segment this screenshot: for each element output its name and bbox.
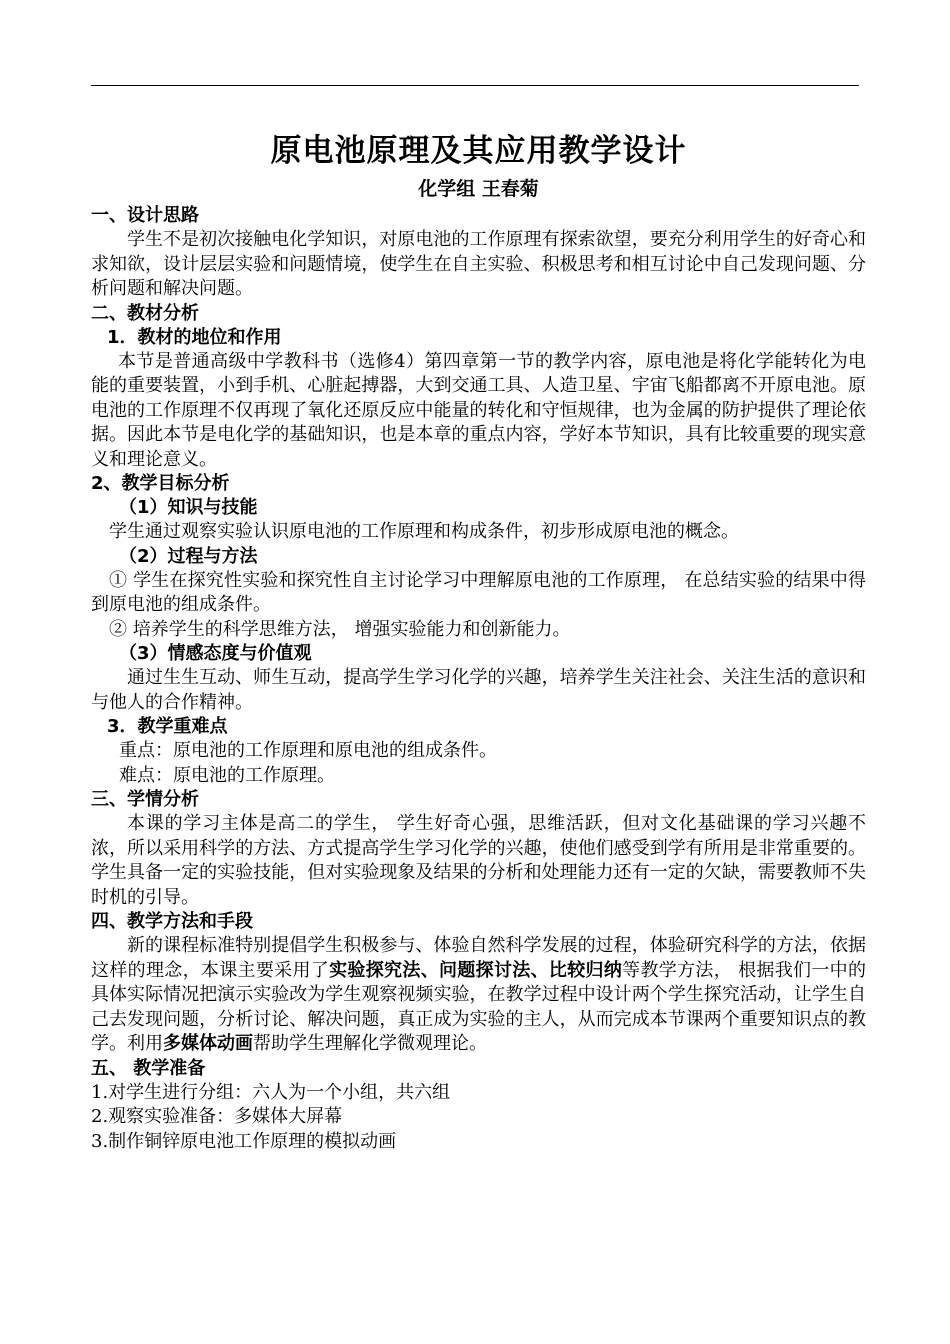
methods-bold-multimedia: 多媒体动画 [163, 1033, 253, 1054]
methods-text-part-2: 等教学方法， 根据我们一中的具体实际情况把演示实验改为学生观察视频实验，在教学过程中设计两个学生探究活动，让学生自己去发现问题，分析讨论、解决问题，真正成为实验的主人，从而完成本节课两个重要知识点的教学。利用 [91, 959, 866, 1054]
author-line: 化学组 王春菊 [418, 178, 539, 200]
section-learner-heading: 三、学情分析 [91, 789, 199, 810]
section-prep-heading: 五、 教学准备 [91, 1057, 206, 1079]
subsection-role-heading: 1．教材的地位和作用 [107, 326, 282, 348]
goal-knowledge-heading: （1）知识与技能 [119, 497, 258, 518]
header-rule [91, 85, 859, 86]
goal-process-heading: （2）过程与方法 [119, 545, 258, 567]
prep-item-1: 1.对学生进行分组：六人为一个小组，共六组 [91, 1081, 451, 1103]
keypoint-text: 重点：原电池的工作原理和原电池的组成条件。 [119, 740, 497, 761]
goal-process-item-2: ② 培养学生的科学思维方法， 增强实验能力和创新能力。 [109, 618, 571, 640]
prep-item-3: 3.制作铜锌原电池工作原理的模拟动画 [91, 1130, 397, 1152]
subsection-keypoints-heading: 3．教学重难点 [107, 716, 228, 737]
section-methods-text [91, 934, 866, 1057]
section-material-heading: 二、教材分析 [91, 302, 199, 324]
subsection-role-text: 本节是普通高级中学教科书（选修4）第四章第一节的教学内容，原电池是将化学能转化为电能的重要装置，小到手机、心脏起搏器，大到交通工具、人造卫星、宇宙飞船都离不开原电池。原电池的工作原理不仅再现了氧化还原反应中能量的转化和守恒规律，也为金属的防护提供了理论依据。因此本节是电化学的基础知识，也是本章的重点内容，学好本节知识，具有比较重要的现实意义和理论意义。 [91, 350, 866, 470]
methods-bold-methods: 实验探究法、问题探讨法、比较归纳 [329, 959, 623, 981]
subsection-goals-heading: 2、教学目标分析 [91, 473, 230, 494]
document-body [91, 128, 866, 1154]
goal-knowledge-text: 学生通过观察实验认识原电池的工作原理和构成条件，初步形成原电池的概念。 [109, 521, 739, 542]
section-design-text: 学生不是初次接触电化学知识，对原电池的工作原理有探索欲望，要充分利用学生的好奇心和求知欲，设计层层实验和问题情境，使学生在自主实验、积极思考和相互讨论中自己发现问题、分析问题和解决问题。 [91, 229, 866, 299]
section-learner-text: 本课的学习主体是高二的学生， 学生好奇心强，思维活跃，但对文化基础课的学习兴趣不浓，所以采用科学的方法、方式提高学生学习化学的兴趣，使他们感受到学有所用是非常重要的。学生具备一定的实验技能，但对实验现象及结果的分析和处理能力还有一定的欠缺，需要教师不失时机的引导。 [91, 813, 866, 908]
goal-emotion-heading: （3）情感态度与价值观 [119, 643, 312, 664]
methods-text-part-1: 新的课程标准特别提倡学生积极参与、体验自然科学发展的过程，体验研究科学的方法，依据这样的理念，本课主要采用了 [91, 935, 866, 981]
section-design-heading: 一、设计思路 [91, 205, 199, 226]
goal-process-item-1: ① 学生在探究性实验和探究性自主讨论学习中理解原电池的工作原理， 在总结实验的结果中得到原电池的组成条件。 [91, 569, 866, 615]
methods-text-part-3: 帮助学生理解化学微观理论。 [253, 1033, 487, 1054]
section-methods-heading: 四、教学方法和手段 [91, 911, 253, 932]
difficulty-text: 难点：原电池的工作原理。 [119, 764, 335, 786]
goal-emotion-text: 通过生生互动、师生互动，提高学生学习化学的兴趣，培养学生关注社会、关注生活的意识和与他人的合作精神。 [91, 667, 866, 713]
prep-item-2: 2.观察实验准备：多媒体大屏幕 [91, 1106, 343, 1127]
document-title: 原电池原理及其应用教学设计 [270, 133, 687, 169]
